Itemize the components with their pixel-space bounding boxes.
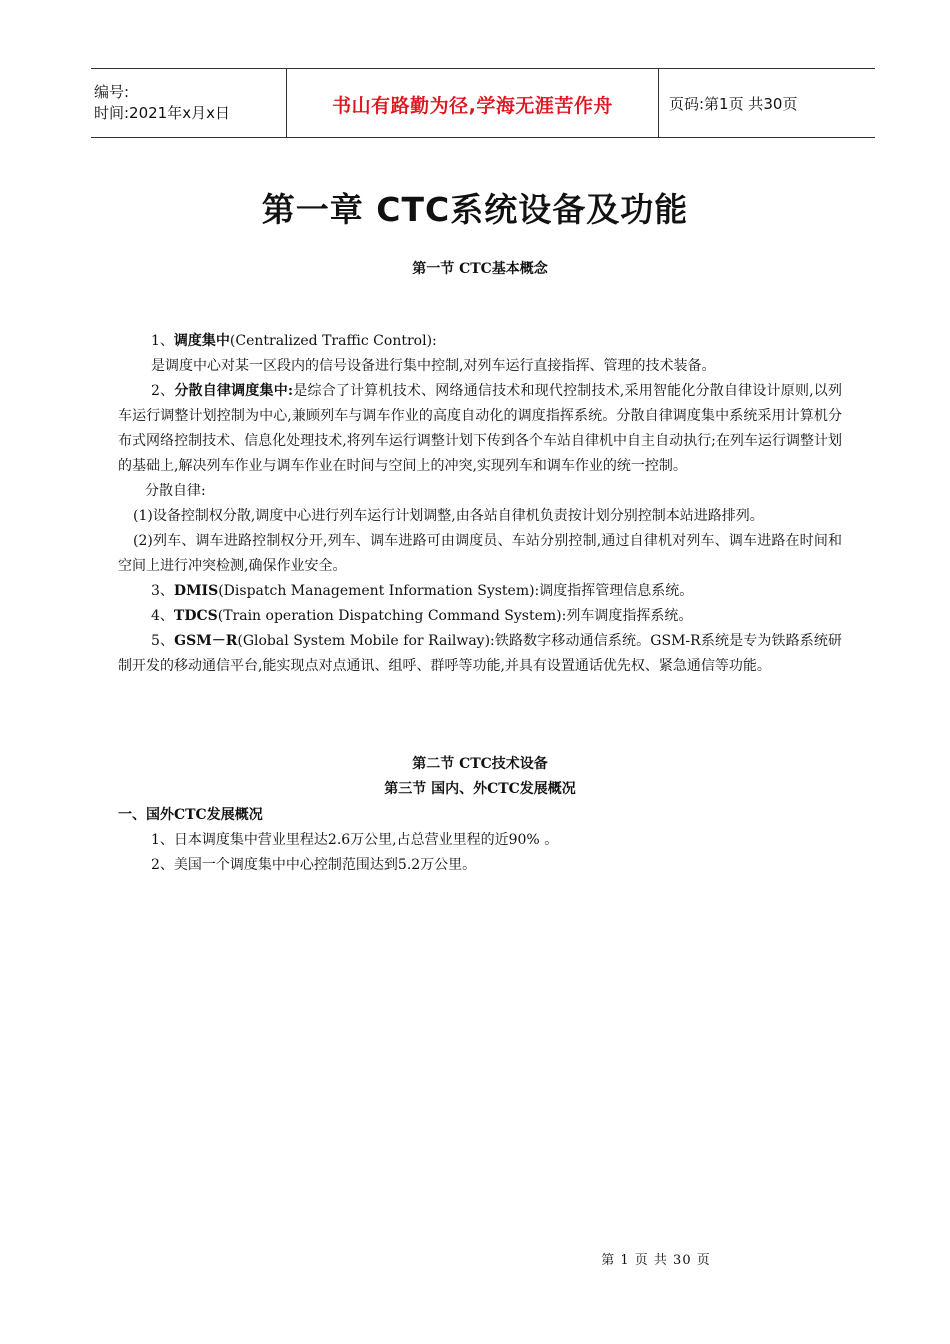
paragraph-3: 分散自律:: [145, 483, 206, 499]
term-distributed-autonomous: 分散自律调度集中:: [174, 383, 294, 399]
chapter-title: 第一章 CTC系统设备及功能: [261, 190, 689, 229]
paragraph-5: (2)列车、调车进路控制权分开,列车、调车进路可由调度员、车站分别控制,通过自律机对列车、调车进路在时间和空间上进行冲突检测,确保作业安全。: [118, 533, 842, 574]
section-title-1: 第一节 CTC基本概念: [412, 261, 548, 277]
header-page-cell: [659, 69, 875, 137]
paragraph-1: [118, 329, 842, 354]
term-ctc: 调度集中: [173, 333, 230, 349]
document-body: [118, 329, 842, 679]
page-footer: 第 1 页 共 30 页: [601, 1253, 711, 1268]
term-ctc-english: (Centralized Traffic Control):: [229, 333, 437, 349]
item-number: 4、: [151, 608, 174, 624]
item-number: 2、: [151, 383, 175, 399]
paragraph-9: 1、日本调度集中营业里程达2.6万公里,占总营业里程的近90% 。: [151, 832, 559, 848]
header-page-label: 页码:第1页 共30页: [669, 94, 798, 113]
term-gsmr: GSM－R: [174, 633, 238, 649]
term-tdcs-description: (Train operation Dispatching Command System):列车调度指挥系统。: [217, 608, 693, 624]
term-dmis-description: (Dispatch Management Information System):调度指挥管理信息系统。: [218, 583, 694, 599]
header-left-cell: [91, 69, 286, 137]
document-body-2: [118, 803, 842, 878]
item-number: 1、: [151, 333, 174, 349]
subheading-1: 一、国外CTC发展概况: [118, 807, 263, 823]
paragraph-10: 2、美国一个调度集中中心控制范围达到5.2万公里。: [151, 857, 477, 873]
paragraph-4: (1)设备控制权分散,调度中心进行列车运行计划调整,由各站自律机负责按计划分别控制本站进路排列。: [133, 508, 764, 524]
section-title-2: 第二节 CTC技术设备: [412, 756, 548, 772]
section-title-3: 第三节 国内、外CTC发展概况: [384, 781, 576, 797]
item-number: 5、: [151, 633, 175, 649]
header-table: [91, 68, 875, 138]
term-dmis: DMIS: [173, 583, 219, 599]
header-motto-cell: [286, 69, 659, 137]
term-gsmr-description: (Global System Mobile for Railway):铁路数字移动通信系统。GSM-R系统是专为铁路系统研制开发的移动通信平台,能实现点对点通讯、组呼、群呼等功能,并具有设置通话优先权、紧急通信等功能。: [118, 633, 842, 674]
term-tdcs: TDCS: [173, 608, 218, 624]
paragraph-2: [118, 379, 842, 479]
header-motto: 书山有路勤为径,学海无涯苦作舟: [332, 94, 613, 117]
paragraph-8: [118, 629, 842, 679]
document-number-label: 编号:: [94, 83, 130, 101]
paragraph-6: [118, 579, 842, 604]
document-time-label: 时间:2021年x月x日: [94, 104, 230, 122]
item-number: 3、: [151, 583, 174, 599]
term-distributed-description: 是综合了计算机技术、网络通信技术和现代控制技术,采用智能化分散自律设计原则,以列车运行调整计划控制为中心,兼顾列车与调车作业的高度自动化的调度指挥系统。分散自律调度集中系统采用计算机分布式网络控制技术、信息化处理技术,将列车运行调整计划下传到各个车站自律机中自主自动执行;在列车运行调整计划的基础上,解决列车作业与调车作业在时间与空间上的冲突,实现列车和调车作业的统一控制。: [118, 383, 842, 474]
paragraph-1b: 是调度中心对某一区段内的信号设备进行集中控制,对列车运行直接指挥、管理的技术装备。: [151, 358, 716, 374]
paragraph-7: [118, 604, 842, 629]
